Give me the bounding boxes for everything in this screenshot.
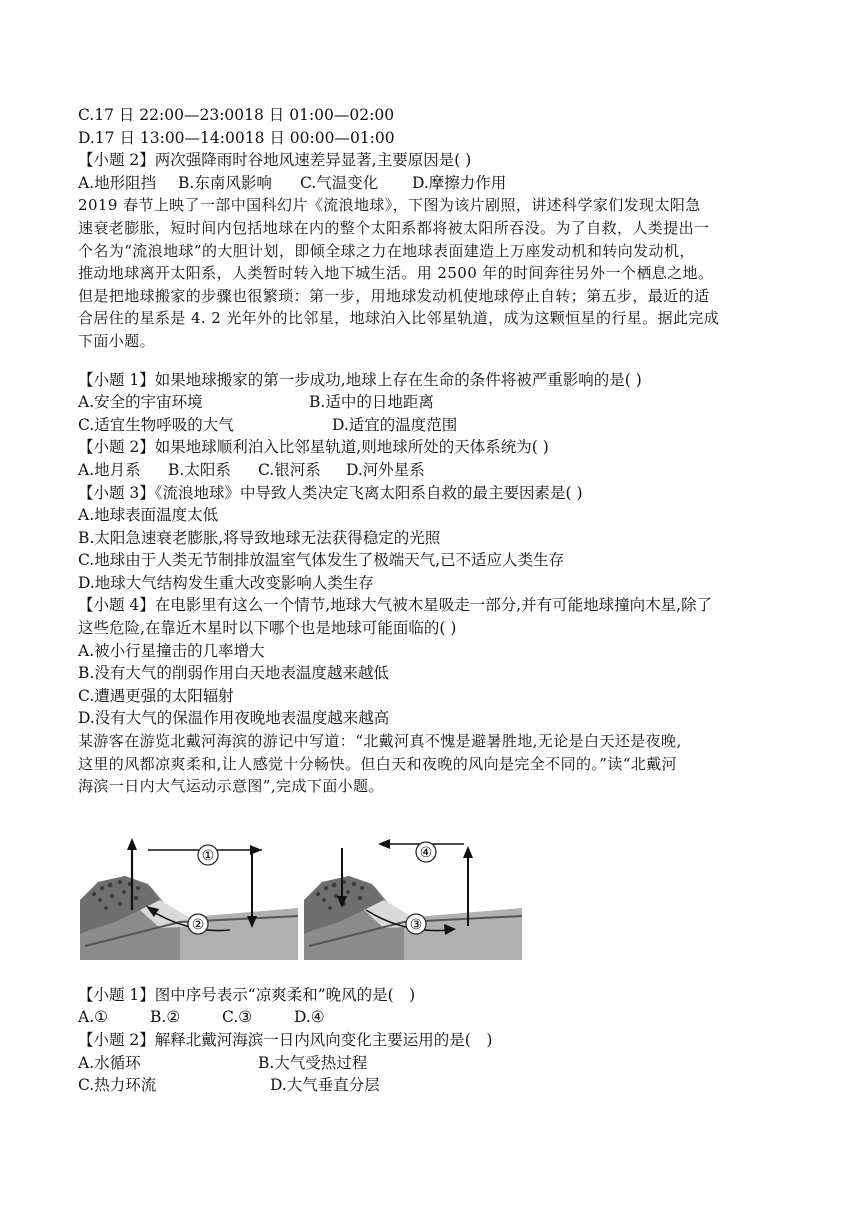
option-a: A.安全的宇宙环境 (78, 393, 203, 412)
option-c: C.适宜生物呼吸的大气 (78, 415, 234, 434)
label-2: ② (191, 916, 205, 933)
option-d: D.地球大气结构发生重大改变影响人类生存 (78, 573, 374, 592)
options-row (78, 172, 788, 195)
label-1: ① (201, 847, 215, 864)
option-b: B.东南风影响 (178, 173, 272, 192)
spacer (78, 353, 788, 369)
label-3: ③ (409, 916, 423, 933)
option-c: C.地球由于人类无节制排放温室气体发生了极端天气,已不适应人类生存 (78, 551, 565, 570)
option-a: A.地形阻挡 (78, 173, 157, 192)
passage-line: 个名为“流浪地球”的大胆计划，即倾全球之力在地球表面建造上万座发动机和转向发动机， (78, 241, 695, 260)
option-c: C.遭遇更强的太阳辐射 (78, 686, 234, 705)
question-stem: 【小题 2】两次强降雨时谷地风速差异显著,主要原因是( ) (78, 151, 472, 170)
option-d: D.摩擦力作用 (412, 173, 507, 192)
document-page (78, 104, 788, 1097)
question-stem: 【小题 2】如果地球顺利泊入比邻星轨道,则地球所处的天体系统为( ) (78, 438, 549, 457)
label-4: ④ (419, 844, 433, 861)
option-c: C.③ (222, 1008, 253, 1027)
option-c: C.热力环流 (78, 1076, 157, 1095)
passage-beidaihe (78, 730, 788, 798)
option-a: A.地月系 (78, 460, 141, 479)
question-stem: 【小题 1】图中序号表示“凉爽柔和”晚风的是( ) (78, 985, 416, 1004)
option-d: D.适宜的温度范围 (332, 415, 458, 434)
option-c: C.银河系 (258, 460, 321, 479)
option-d: D.17 日 13:00—14:0018 日 00:00—01:00 (78, 128, 395, 147)
passage-liulang-diqiu (78, 194, 788, 352)
passage-line: 推动地球离开太阳系，人类暂时转入地下城生活。用 2500 年的时间奔往另外一个栖息之地。 (78, 264, 714, 283)
option-d: D.没有大气的保温作用夜晚地表温度越来越高 (78, 709, 390, 728)
option-d: D.④ (294, 1008, 325, 1027)
question-stem: 【小题 4】在电影里有这么一个情节,地球大气被木星吸走一部分,并有可能地球撞向木星,除了 (78, 596, 713, 615)
passage-line: 某游客在游览北戴河海滨的游记中写道：“北戴河真不愧是避暑胜地,无论是白天还是夜晚, (78, 732, 682, 751)
option-c: C.17 日 22:00—23:0018 日 01:00—02:00 (78, 106, 395, 124)
option-a: A.被小行星撞击的几率增大 (78, 641, 265, 660)
options-row (78, 391, 788, 414)
options-row (78, 1006, 788, 1029)
passage-line: 这里的风都凉爽柔和,让人感觉十分畅快。但白天和夜晚的风向是完全不同的。”读“北戴河 (78, 754, 678, 773)
options-row (78, 459, 788, 482)
option-b: B.适中的日地距离 (309, 393, 434, 412)
options-row (78, 1052, 788, 1075)
option-b: B.没有大气的削弱作用白天地表温度越来越低 (78, 664, 389, 683)
option-b: B.太阳急速衰老膨胀,将导致地球无法获得稳定的光照 (78, 528, 441, 547)
option-d: D.河外星系 (346, 460, 425, 479)
options-row (78, 414, 788, 437)
passage-line: 2019 春节上映了一部中国科幻片《流浪地球》，下图为该片剧照，讲述科学家们发现太阳急 (78, 196, 701, 215)
question-stem: 【小题 3】《流浪地球》中导致人类决定飞离太阳系自救的最主要因素是( ) (78, 483, 583, 502)
passage-line: 合居住的星系是 4. 2 光年外的比邻星，地球泊入比邻星轨道，成为这颗恒星的行星。据此完成 (78, 309, 720, 328)
sea-breeze-diagram (80, 830, 788, 960)
option-a: A.水循环 (78, 1053, 141, 1072)
passage-line: 速衰老膨胀，短时间内包括地球在内的整个太阳系都将被太阳所吞没。为了自救，人类提出一 (78, 218, 710, 237)
option-c: C.气温变化 (300, 173, 379, 192)
diagram-panel-right (304, 830, 522, 960)
option-b: B.太阳系 (168, 460, 231, 479)
option-b: B.大气受热过程 (258, 1053, 368, 1072)
option-a: A.地球表面温度太低 (78, 506, 219, 525)
passage-line: 但是把地球搬家的步骤也很繁琐：第一步，用地球发动机使地球停止自转；第五步，最近的适 (78, 286, 710, 305)
question-stem: 【小题 1】如果地球搬家的第一步成功,地球上存在生命的条件将被严重影响的是( ) (78, 370, 642, 389)
diagram-panel-left (80, 830, 298, 960)
question-stem: 这些危险,在靠近木星时以下哪个也是地球可能面临的( ) (78, 619, 457, 638)
passage-line: 下面小题。 (78, 331, 156, 350)
passage-line: 海滨一日内大气运动示意图”,完成下面小题。 (78, 777, 384, 796)
option-b: B.② (150, 1008, 181, 1027)
option-a: A.① (78, 1008, 109, 1027)
options-row (78, 1074, 788, 1097)
option-d: D.大气垂直分层 (270, 1076, 380, 1095)
question-stem: 【小题 2】解释北戴河海滨一日内风向变化主要运用的是( ) (78, 1031, 493, 1049)
